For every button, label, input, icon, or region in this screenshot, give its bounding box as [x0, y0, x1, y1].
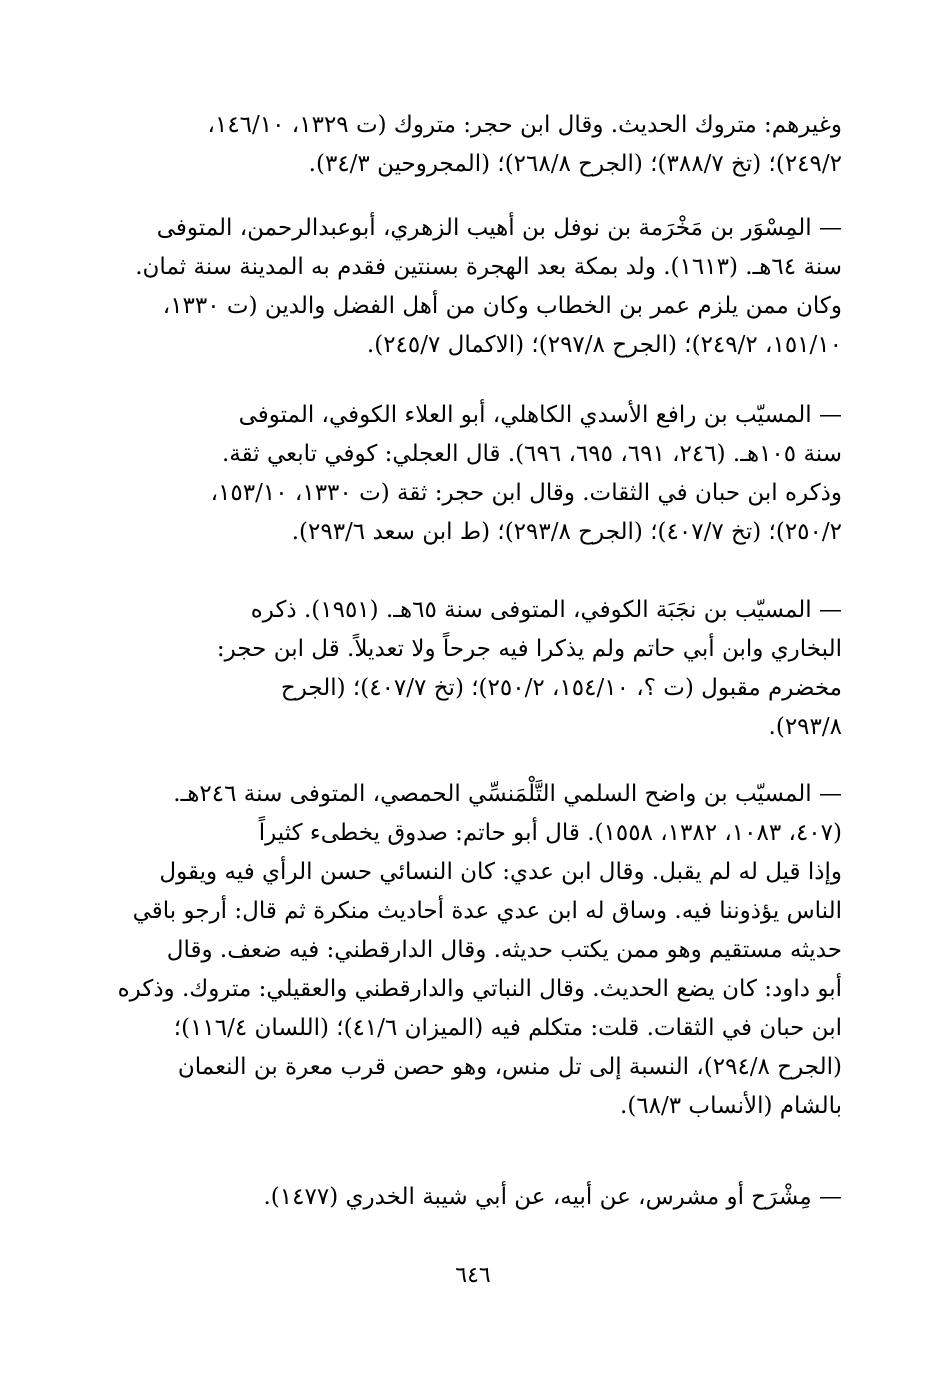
text-line: وغيرهم: متروك الحديث. وقال ابن حجر: متروك (ت ١٣٢٩، ١٤٦/١٠،	[207, 112, 842, 138]
text-line: الناس يؤذوننا فيه. وساق له ابن عدي عدة أحاديث منكرة ثم قال: أرجو باقي	[132, 898, 842, 924]
text-line: وكان ممن يلزم عمر بن الخطاب وكان من أهل الفضل والدين (ت ١٣٣٠،	[162, 293, 842, 319]
text-line: ٢٤٩/٢)؛ (تخ ٣٨٨/٧)؛ (الجرح ٢٦٨/٨)؛ (المجروحين ٣٤/٣).	[308, 151, 842, 177]
text-line: (الجرح ٢٩٤/٨)، النسبة إلى تل منس، وهو حصن قرب معرة بن النعمان	[177, 1054, 842, 1080]
text-line: أبو داود: كان يضع الحديث. وقال النباتي والدارقطني والعقيلي: متروك. وذكره	[118, 976, 842, 1002]
entry-miswar-bin-makhrama	[118, 209, 842, 365]
page-number: ٦٤٦	[455, 1263, 491, 1288]
text-line: ٢٥٠/٢)؛ (تخ ٤٠٧/٧)؛ (الجرح ٢٩٣/٨)؛ (ط ابن سعد ٢٩٣/٦).	[291, 519, 842, 545]
text-line: سنة ١٠٥هـ. (٢٤٦، ٦٩١، ٦٩٥، ٦٩٦). قال العجلي: كوفي تابعي ثقة.	[221, 441, 842, 467]
text-line: وذكره ابن حبان في الثقات. وقال ابن حجر: ثقة (ت ١٣٣٠، ١٥٣/١٠،	[210, 480, 842, 506]
entry-musayyab-bin-wadih	[118, 775, 842, 1126]
entry-musayyab-bin-rafi	[118, 396, 842, 552]
text-line: وإذا قيل له لم يقبل. وقال ابن عدي: كان النسائي حسن الرأي فيه ويقول	[159, 859, 842, 885]
text-line: ٢٩٣/٨).	[768, 714, 842, 740]
text-line: مخضرم مقبول (ت ؟، ١٥٤/١٠، ٢٥٠/٢)؛ (تخ ٤٠٧/٧)؛ (الجرح	[280, 675, 842, 701]
entry-continuation	[118, 106, 842, 184]
text-line: — مِشْرَح أو مشرس، عن أبيه، عن أبي شيبة الخدري (١٤٧٧).	[263, 1184, 842, 1210]
text-line: سنة ٦٤هـ. (١٦١٣). ولد بمكة بعد الهجرة بسنتين فقدم به المدينة سنة ثمان.	[135, 254, 842, 280]
text-line: — المسيّب بن واضح السلمي التَّلْمَنسِّي الحمصي، المتوفى سنة ٢٤٦هـ.	[173, 781, 842, 807]
text-line: ابن حبان في الثقات. قلت: متكلم فيه (الميزان ٤١/٦)؛ (اللسان ١١٦/٤)؛	[173, 1015, 842, 1041]
text-line: البخاري وابن أبي حاتم ولم يذكرا فيه جرحاً ولا تعديلاً. قل ابن حجر:	[216, 636, 842, 662]
text-line: ١٥١/١٠، ٢٤٩/٢)؛ (الجرح ٢٩٧/٨)؛ (الاكمال ٢٤٥/٧).	[366, 332, 842, 358]
text-line: — المِسْوَر بن مَخْرَمة بن نوفل بن أهيب الزهري، أبوعبدالرحمن، المتوفى	[156, 215, 842, 241]
entry-musayyab-bin-najaba	[118, 591, 842, 747]
text-line: — المسيّب بن رافع الأسدي الكاهلي، أبو العلاء الكوفي، المتوفى	[238, 402, 842, 428]
text-line: — المسيّب بن نجَبَة الكوفي، المتوفى سنة ٦٥هـ. (١٩٥١). ذكره	[250, 597, 842, 623]
entry-mishrah	[118, 1178, 842, 1217]
text-line: بالشام (الأنساب ٦٨/٣).	[620, 1093, 842, 1119]
text-line: حديثه مستقيم وهو ممن يكتب حديثه. وقال الدارقطني: فيه ضعف. وقال	[166, 937, 842, 963]
text-line: (٤٠٧، ١٠٨٣، ١٣٨٢، ١٥٥٨). قال أبو حاتم: صدوق يخطىء كثيراً	[258, 820, 842, 846]
